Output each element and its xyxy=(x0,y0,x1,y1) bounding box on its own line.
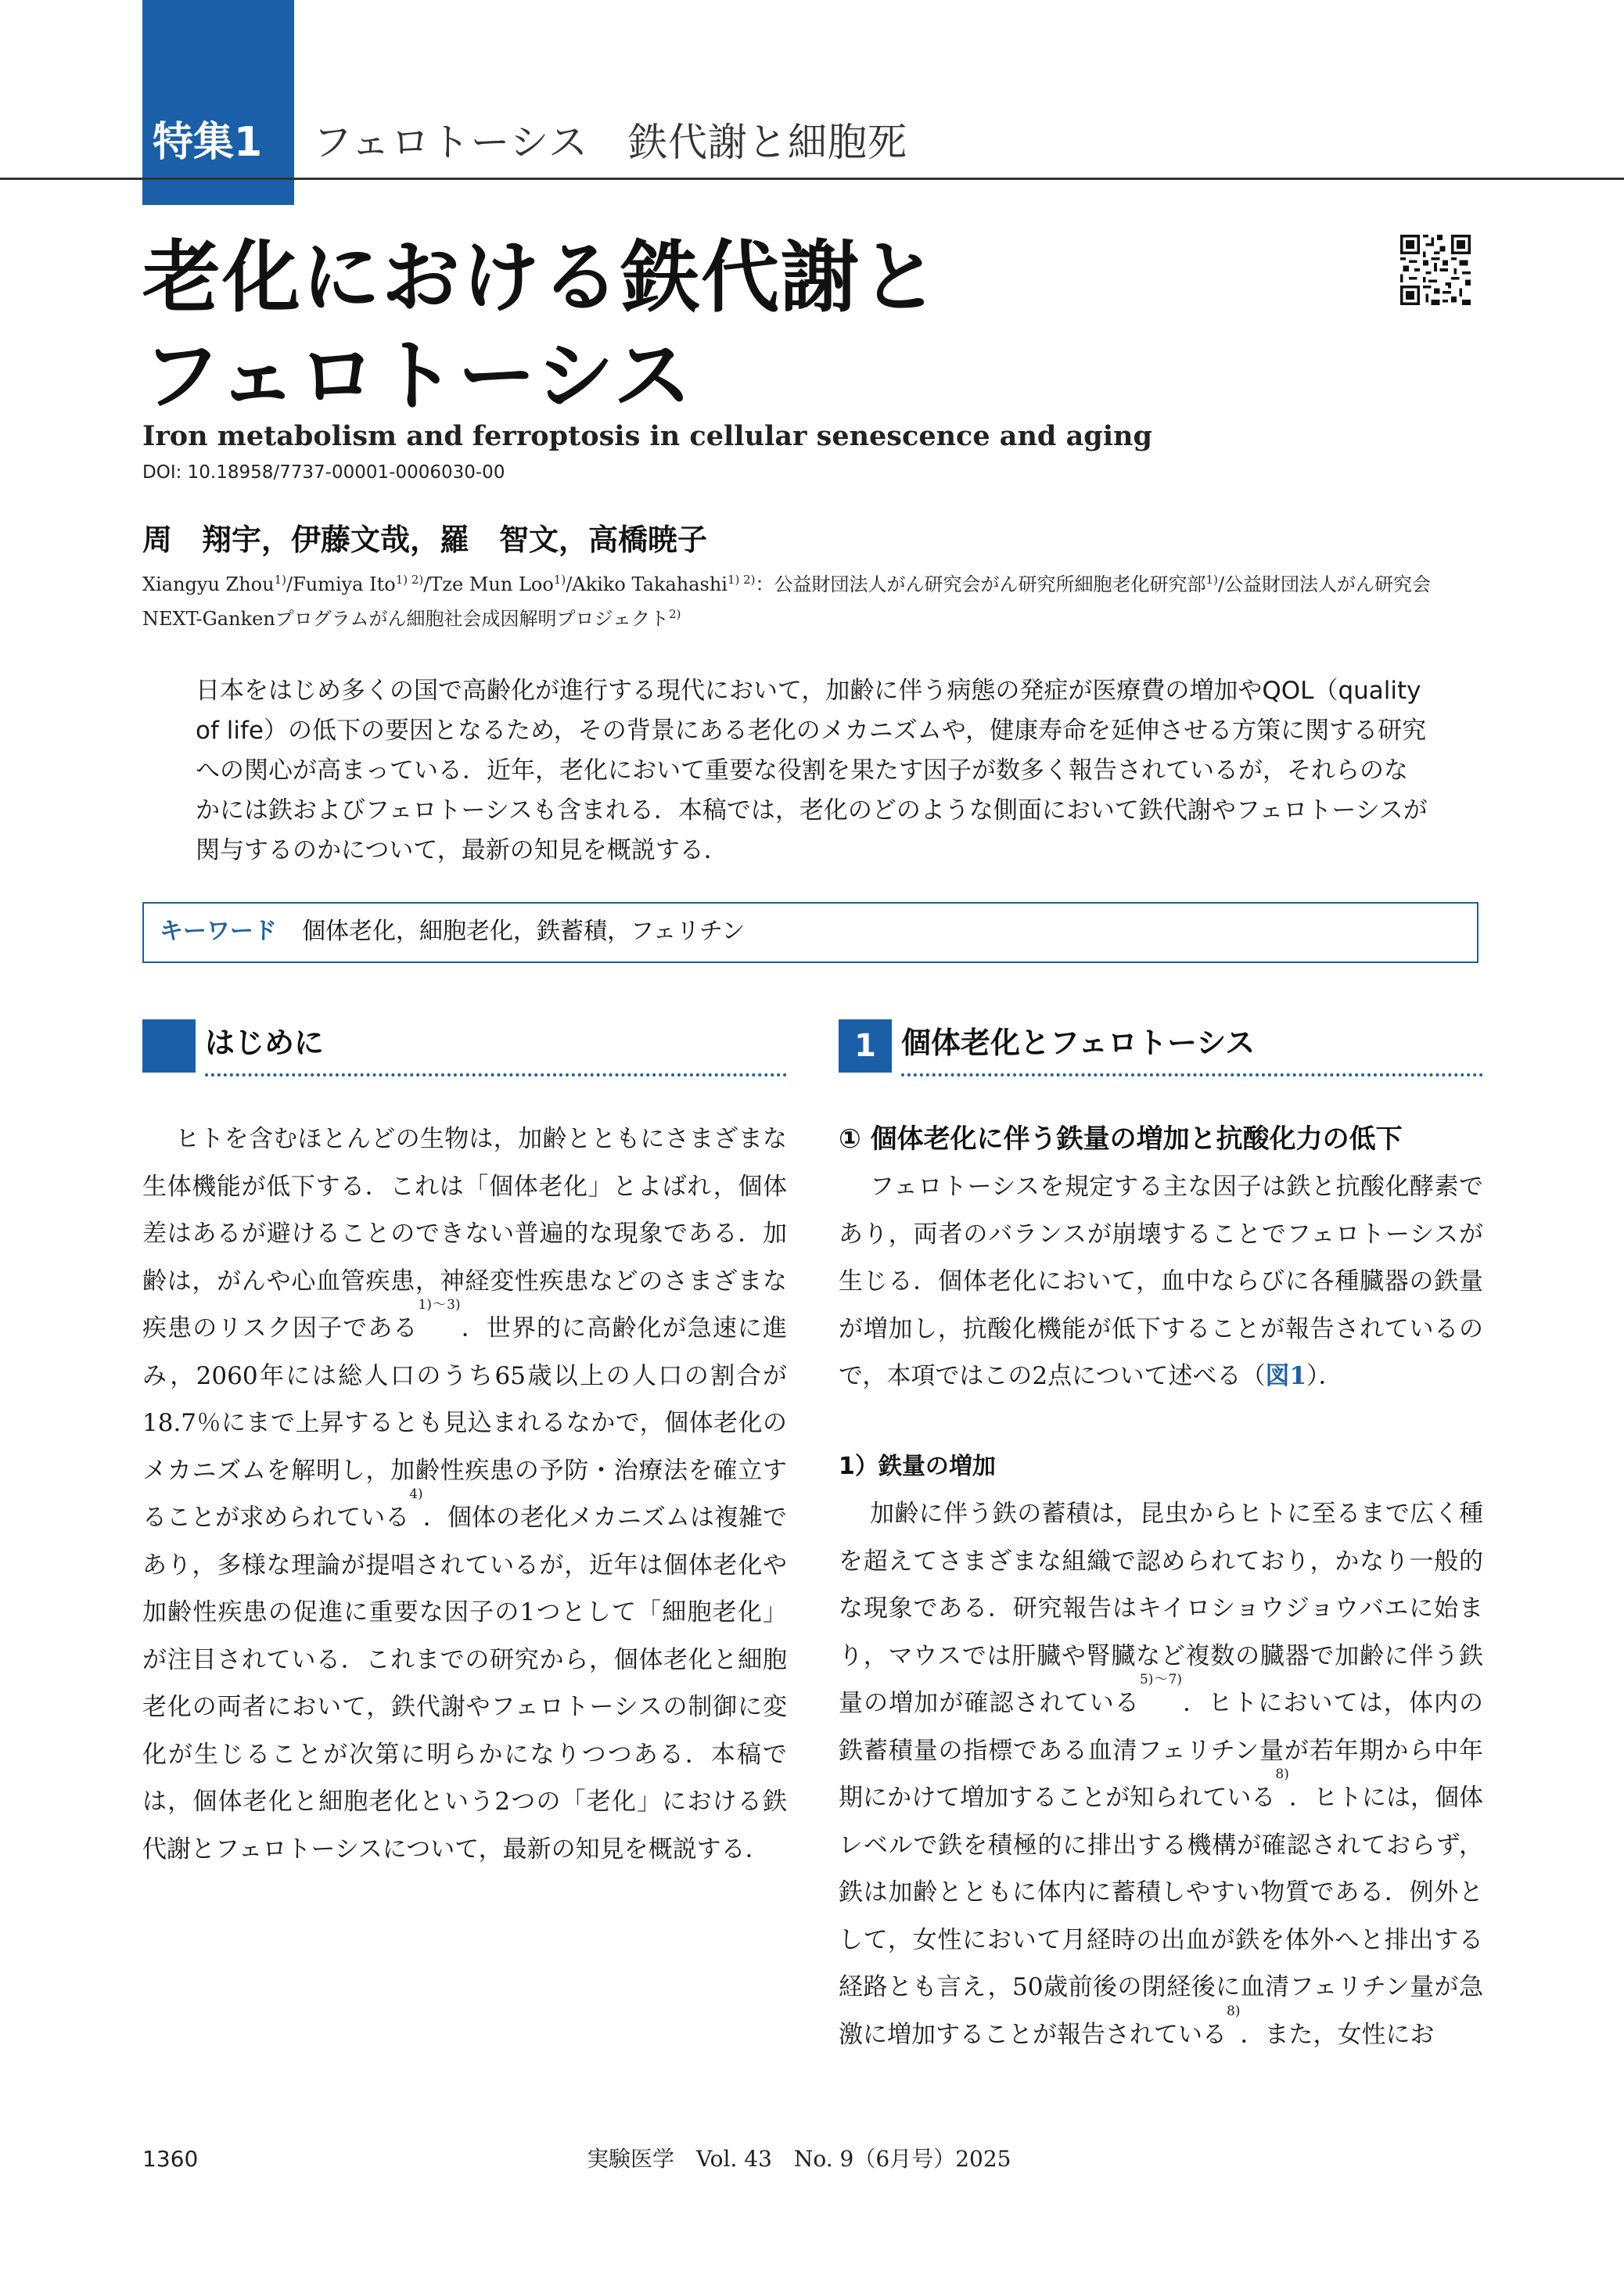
affiliation-mark: 2) xyxy=(669,607,681,621)
reference-mark[interactable]: 4) xyxy=(409,1486,423,1502)
subsubsection-heading: 1）鉄量の増加 xyxy=(839,1453,996,1480)
feature-tag-box xyxy=(142,0,294,205)
keyword-label: キーワード xyxy=(160,918,277,945)
title-line-1: 老化における鉄代謝と xyxy=(142,232,940,323)
doi[interactable]: DOI: 10.18958/7737-00001-0006030-00 xyxy=(142,462,505,483)
qr-code-icon[interactable] xyxy=(1400,235,1471,305)
section-number: 1 xyxy=(839,1019,892,1073)
intro-heading-dots xyxy=(205,1073,787,1076)
intro-heading: はじめに xyxy=(205,1026,325,1060)
intro-text: ．個体の老化メカニズムは複雑であり，多様な理論が提唱されているが，近年は個体老化や加齢性疾患の促進に重要な因子の1つとして「細胞老化」が注目されている．これまでの研究から，個体老化と細胞老化の両者において，鉄代謝やフェロトーシスの制御に変化が生じることが次第に明らかになりつつある．本稿では，個体老化と細胞老化という2つの「老化」における鉄代謝とフェロトーシスについて，最新の知見を概説する． xyxy=(142,1504,788,1864)
figure-reference-link[interactable]: 図1 xyxy=(1265,1362,1307,1390)
intro-text: ．世界的に高齢化が急速に進み，2060年には総人口のうち65歳以上の人口の割合が18.7％にまで上昇するとも見込まれるなかで，個体老化のメカニズムを解明し，加齢性疾患の予防・治療法を確立することが求められている xyxy=(142,1314,787,1532)
section-text: 加齢に伴う鉄の蓄積は，昆虫からヒトに至るまで広く種を超えてさまざまな組織で認められており，かなり一般的な現象である．研究報告はキイロショウジョウバエに始まり，マウスでは肝臓や腎臓など複数の臓器で加齢に伴う鉄量の増加が確認されている xyxy=(839,1500,1483,1717)
section-body-2 xyxy=(839,1490,1483,2058)
english-title: Iron metabolism and ferroptosis in cellular senescence and aging xyxy=(142,420,1152,452)
header-rule xyxy=(0,178,1624,180)
affiliation-mark: 1) xyxy=(1205,573,1218,587)
intro-text: ヒトを含むほとんどの生物は，加齢とともにさまざまな生体機能が低下する．これは「個体老化」とよばれ，個体差はあるが避けることのできない普遍的な現象である．加齢は，がんや心血管疾患，神経変性疾患などのさまざまな疾患のリスク因子である xyxy=(142,1125,787,1342)
authors-japanese: 周 翔宇，伊藤文哉，羅 智文，高橋暁子 xyxy=(142,523,708,557)
feature-tag: 特集1 xyxy=(153,119,263,166)
page-number: 1360 xyxy=(142,2146,199,2172)
author-name: /Akiko Takahashi xyxy=(566,573,728,595)
reference-mark[interactable]: 5)～7) xyxy=(1139,1672,1183,1687)
affiliation-text: ：公益財団法人がん研究会がん研究所細胞老化研究部 xyxy=(755,573,1206,595)
affiliation-mark: 1) xyxy=(553,573,566,587)
title-line-2: フェロトーシス xyxy=(142,330,693,422)
section-heading-dots xyxy=(901,1073,1483,1076)
intro-body xyxy=(142,1116,787,1873)
affiliation-text: /公益財団法人がん研究会NEXT-Gankenプログラムがん細胞社会成因解明プロジェクト xyxy=(142,573,1432,630)
affiliation-mark: 1) 2) xyxy=(727,573,756,587)
section-text: ．ヒトには，個体レベルで鉄を積極的に排出する機構が確認されておらず，鉄は加齢とともに体内に蓄積しやすい物質である．例外として，女性において月経時の出血が鉄を体外へと排出する経路とも言え，50歳前後の閉経後に血清フェリチン量が急激に増加することが報告されている xyxy=(839,1784,1484,2049)
section-text: ．また，女性にお xyxy=(1240,2020,1435,2049)
reference-mark[interactable]: 8) xyxy=(1227,2003,1241,2019)
subsection-heading: ① 個体老化に伴う鉄量の増加と抗酸化力の低下 xyxy=(839,1123,1403,1155)
author-name: Xiangyu Zhou xyxy=(142,573,275,595)
section-heading: 個体老化とフェロトーシス xyxy=(901,1026,1256,1060)
abstract: 日本をはじめ多くの国で高齢化が進行する現代において，加齢に伴う病態の発症が医療費の増加やQOL（quality of life）の低下の要因となるため，その背景にある老化のメカニズムや，健康寿命を延伸させる方策に関する研究への関心が高まっている．近年，老化において重要な役割を果たす因子が数多く報告されているが，それらのなかには鉄およびフェロトーシスも含まれる．本稿では，老化のどのような側面において鉄代謝やフェロトーシスが関与するのかについて，最新の知見を概説する． xyxy=(196,677,1428,864)
section-text: ）． xyxy=(1306,1362,1343,1390)
intro-heading-marker xyxy=(142,1019,196,1073)
reference-mark[interactable]: 1)～3) xyxy=(418,1297,461,1313)
reference-mark[interactable]: 8) xyxy=(1275,1766,1289,1782)
author-name: /Fumiya Ito xyxy=(286,573,396,595)
keywords: 個体老化，細胞老化，鉄蓄積，フェリチン xyxy=(302,918,746,945)
affiliation-mark: 1) xyxy=(274,573,286,587)
journal-info: 実験医学 Vol. 43 No. 9（6月号）2025 xyxy=(587,2146,1011,2172)
section-body-1 xyxy=(839,1163,1483,1400)
affiliation-mark: 1) 2) xyxy=(395,573,424,587)
section-text: フェロトーシスを規定する主な因子は鉄と抗酸化酵素であり，両者のバランスが崩壊することでフェロトーシスが生じる．個体老化において，血中ならびに各種臓器の鉄量が増加し，抗酸化機能が低下することが報告されているので，本項ではこの2点について述べる（ xyxy=(839,1173,1483,1390)
series-title: フェロトーシス 鉄代謝と細胞死 xyxy=(313,120,907,165)
section-text: ．ヒトにおいては，体内の鉄蓄積量の指標である血清フェリチン量が若年期から中年期にかけて増加することが知られている xyxy=(839,1689,1483,1812)
author-affiliations xyxy=(142,565,1483,634)
author-name: /Tze Mun Loo xyxy=(423,573,554,595)
article-title xyxy=(142,228,940,426)
